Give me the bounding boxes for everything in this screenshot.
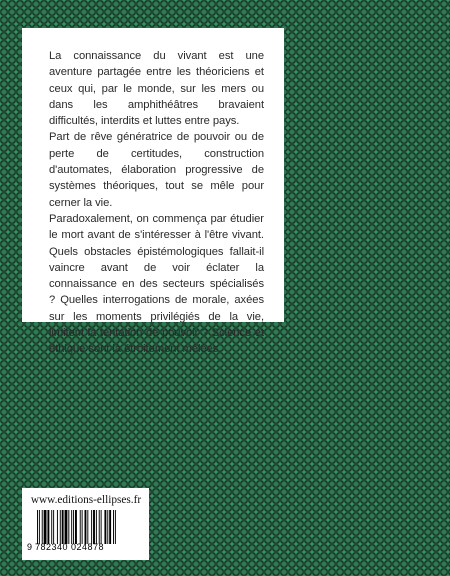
barcode-bar [96, 510, 97, 544]
barcode-bar [65, 510, 68, 544]
barcode-bar [107, 510, 108, 544]
barcode-bars [35, 510, 143, 544]
barcode-bar [53, 510, 54, 544]
barcode-bar [71, 510, 72, 544]
isbn-lead-digit: 9 [27, 542, 33, 552]
barcode-bar [101, 510, 102, 544]
barcode-bar [87, 510, 88, 544]
blurb-paragraph-2: Part de rêve génératrice de pouvoir ou de perte de certitudes, construction d'automates, élaboration progressive de systèmes théoriques, tout se mêle pour cerner la vie. [49, 131, 264, 209]
barcode-bar [80, 510, 81, 544]
barcode-bar [60, 510, 61, 544]
barcode-bar [82, 510, 83, 544]
barcode-bar [115, 510, 116, 544]
barcode-bar [37, 510, 38, 544]
barcode-graphic [35, 510, 143, 544]
barcode-bar [51, 510, 52, 544]
barcode-bar [99, 510, 100, 544]
blurb [49, 48, 264, 358]
blurb-paragraph-1: La connaissance du vivant est une aventure partagée entre les théoriciens et ceux qui, par le monde, sur les mers ou dans les amphithéâtres bravaient difficultés, interdits et luttes entre pays. [49, 50, 264, 128]
barcode-bar [73, 510, 74, 544]
barcode-bar [47, 510, 49, 544]
barcode-bar [91, 510, 92, 544]
barcode-bar [68, 510, 69, 544]
barcode-bar [42, 510, 43, 544]
barcode-bar [85, 510, 87, 544]
barcode-wrap [35, 510, 143, 552]
barcode-bar [44, 510, 47, 544]
barcode-bar [93, 510, 95, 544]
publisher-website: www.editions-ellipses.fr [30, 494, 142, 506]
barcode-bar [113, 510, 114, 544]
barcode-row [27, 510, 145, 552]
back-cover-text-panel [22, 28, 284, 356]
barcode-bar [62, 510, 64, 544]
barcode-bar [109, 510, 111, 544]
blurb-paragraph-3: Paradoxalement, on commença par étudier le mort avant de s'intéresser à l'être vivant. Quels obstacles épistémologiques fallait-il vaincre avant de voir éclater la connaissance en des secteurs spécialisés ? Quelles interrogations de morale, axées sur les moments privilégiés de la vie, limitent la tentation de pouvoir ? Science et éthique sont là étroitement mêlées. [49, 212, 264, 356]
barcode-label [22, 488, 149, 560]
barcode-bar [104, 510, 106, 544]
barcode-bar [75, 510, 77, 544]
barcode-bar [39, 510, 40, 544]
barcode-bar [57, 510, 58, 544]
isbn-digits: 782340 024878 [35, 542, 143, 552]
